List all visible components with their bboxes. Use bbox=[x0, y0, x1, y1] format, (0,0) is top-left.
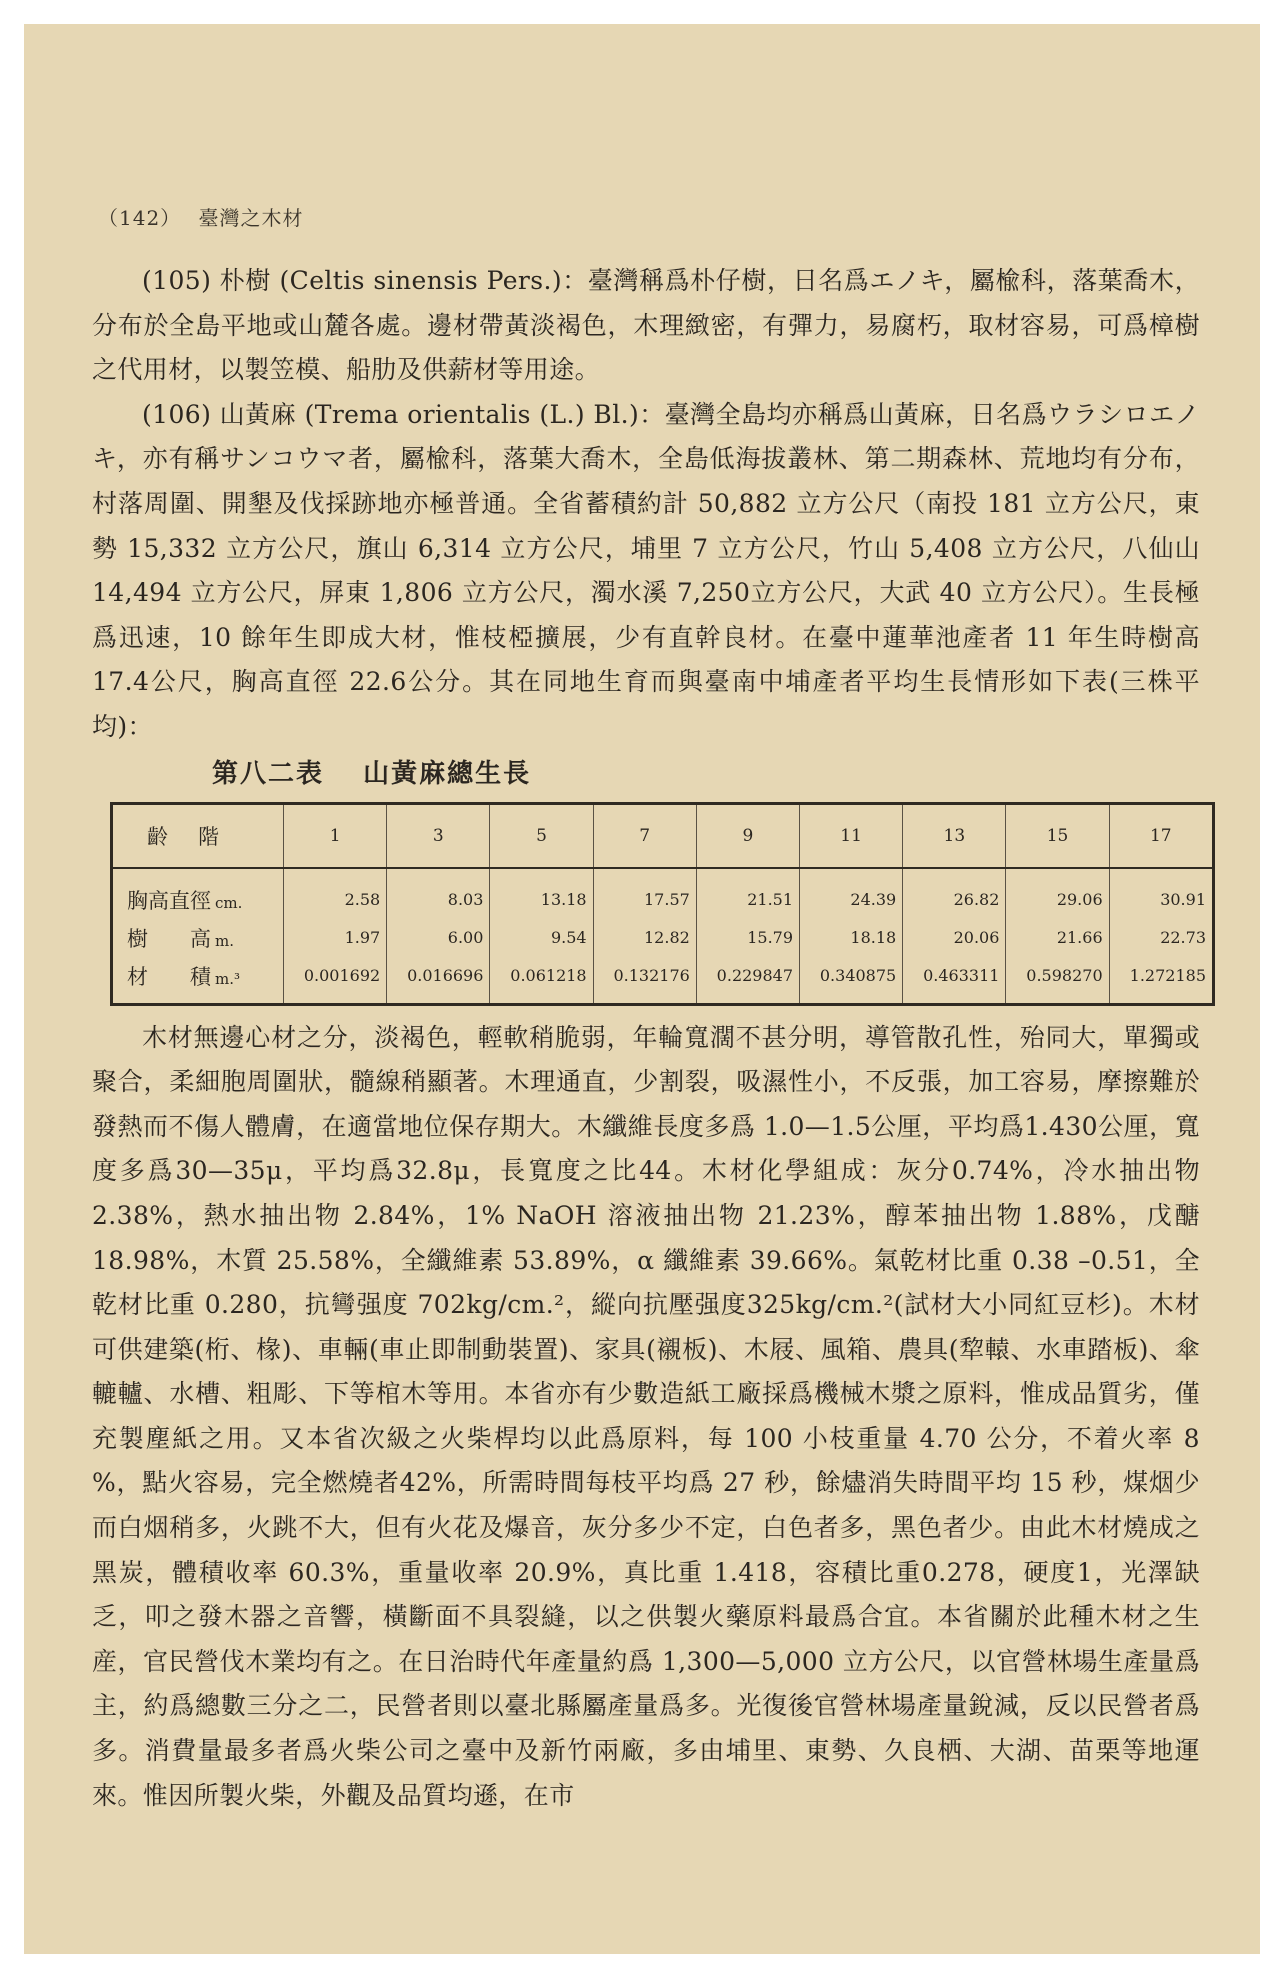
book-page bbox=[24, 24, 1260, 1954]
table-cell: 0.598270 bbox=[1006, 957, 1109, 1005]
table-cell: 15.79 bbox=[696, 919, 799, 957]
page-number: （142） bbox=[98, 206, 182, 230]
age-header: 7 bbox=[593, 803, 696, 868]
row-unit: cm. bbox=[215, 893, 243, 912]
age-header: 9 bbox=[696, 803, 799, 868]
row-label-text: 樹 高 bbox=[127, 926, 211, 951]
table-number: 第八二表 bbox=[212, 758, 325, 789]
table-cell: 18.18 bbox=[800, 919, 903, 957]
table-row bbox=[112, 957, 1214, 1005]
table-cell: 17.57 bbox=[593, 868, 696, 919]
table-header-row bbox=[112, 803, 1214, 868]
row-label bbox=[112, 868, 284, 919]
row-label bbox=[112, 957, 284, 1005]
table-cell: 1.272185 bbox=[1109, 957, 1213, 1005]
running-header bbox=[98, 202, 1200, 231]
age-header: 17 bbox=[1109, 803, 1213, 868]
table-row bbox=[112, 919, 1214, 957]
row-label-text: 胸高直徑 bbox=[127, 888, 211, 913]
growth-table bbox=[110, 802, 1215, 1006]
row-label-text: 材 積 bbox=[127, 964, 211, 989]
table-cell: 0.001692 bbox=[284, 957, 387, 1005]
row-unit: m. bbox=[215, 931, 234, 950]
paragraph-106: (106) 山黃麻 (Trema orientalis (L.) Bl.)：臺灣全島均亦稱爲山黃麻，日名爲ウラシロエノキ，亦有稱サンコウマ者，屬楡科，落葉大喬木，全島低海拔叢林、第二期森林、荒地均有分布，村落周圍、開墾及伐採跡地亦極普通。全省蓄積約計 50,882 立方公尺（南投 181 立方公尺，東勢 15,332 立方公尺，旗山 6,314 立方公尺，埔里 7 立方公尺，竹山 5,408 立方公尺，八仙山 14,494 立方公尺，屏東 1,806 立方公尺，濁水溪 7,250立方公尺，大武 40 立方公尺）。生長極爲迅速，10 餘年生即成大材，惟枝椏擴展，少有直幹良材。在臺中蓮華池產者 11 年生時樹高 17.4公尺，胸高直徑 22.6公分。其在同地生育而與臺南中埔產者平均生長情形如下表(三株平均)： bbox=[92, 399, 1200, 741]
paragraph-wood-properties: 木材無邊心材之分，淡褐色，輕軟稍脆弱，年輪寬濶不甚分明，導管散孔性，殆同大，單獨或聚合，柔細胞周圍狀，髓線稍顯著。木理通直，少割裂，吸濕性小，不反張，加工容易，摩擦難於發熱而不傷人體膚，在適當地位保存期大。木纖維長度多爲 1.0—1.5公厘，平均爲1.430公厘，寬度多爲30—35μ，平均爲32.8μ，長寬度之比44。木材化學組成：灰分0.74%，冷水抽出物 2.38%，熱水抽出物 2.84%，1% NaOH 溶液抽出物 21.23%，醇苯抽出物 1.88%，戊醣 18.98%，木質 25.58%，全纖維素 53.89%，α 纖維素 39.66%。氣乾材比重 0.38 –0.51，全乾材比重 0.280，抗彎强度 702kg/cm.²，縱向抗壓强度325kg/cm.²(試材大小同紅豆杉)。木材可供建築(桁、椽)、車輛(車止即制動裝置)、家具(襯板)、木屐、風箱、農具(犂轅、水車踏板)、傘轆轤、水槽、粗彫、下等棺木等用。本省亦有少數造紙工廠採爲機械木漿之原料，惟成品質劣，僅充製塵紙之用。又本省次級之火柴桿均以此爲原料，每 100 小枝重量 4.70 公分，不着火率 8 %，點火容易，完全燃燒者42%，所需時間每枝平均爲 27 秒，餘燼消失時間平均 15 秒，煤烟少而白烟稍多，火跳不大，但有火花及爆音，灰分多少不定，白色者多，黑色者少。由此木材燒成之黑炭，體積收率 60.3%，重量收率 20.9%，真比重 1.418，容積比重0.278，硬度1，光澤缺乏，叩之發木器之音響，橫斷面不具裂縫，以之供製火藥原料最爲合宜。本省關於此種木材之生産，官民營伐木業均有之。在日治時代年產量約爲 1,300—5,000 立方公尺，以官營林場生產量爲主，約爲總數三分之二，民營者則以臺北縣屬產量爲多。光復後官營林場產量銳減，反以民營者爲多。消費量最多者爲火柴公司之臺中及新竹兩廠，多由埔里、東勢、久良栖、大湖、苗栗等地運來。惟因所製火柴，外觀及品質均遜，在市 bbox=[92, 1022, 1200, 1810]
book-title: 臺灣之木材 bbox=[198, 206, 304, 230]
table-cell: 0.016696 bbox=[387, 957, 490, 1005]
table-cell: 13.18 bbox=[490, 868, 593, 919]
table-cell: 30.91 bbox=[1109, 868, 1213, 919]
table-cell: 0.229847 bbox=[696, 957, 799, 1005]
paragraph-105: (105) 朴樹 (Celtis sinensis Pers.)：臺灣稱爲朴仔樹，日名爲エノキ，屬楡科，落葉喬木，分布於全島平地或山麓各處。邊材帶黃淡褐色，木理緻密，有彈力，易腐朽，取材容易，可爲樟樹之代用材，以製笠模、船肋及供薪材等用途。 bbox=[92, 266, 1200, 385]
table-cell: 2.58 bbox=[284, 868, 387, 919]
table-cell: 12.82 bbox=[593, 919, 696, 957]
table-cell: 0.463311 bbox=[903, 957, 1006, 1005]
table-cell: 29.06 bbox=[1006, 868, 1109, 919]
age-header: 15 bbox=[1006, 803, 1109, 868]
table-cell: 26.82 bbox=[903, 868, 1006, 919]
table-cell: 22.73 bbox=[1109, 919, 1213, 957]
table-body bbox=[112, 868, 1214, 1005]
age-header: 13 bbox=[903, 803, 1006, 868]
table-cell: 6.00 bbox=[387, 919, 490, 957]
table-cell: 1.97 bbox=[284, 919, 387, 957]
table-name: 山黃麻總生長 bbox=[363, 758, 532, 789]
table-cell: 9.54 bbox=[490, 919, 593, 957]
age-header: 1 bbox=[284, 803, 387, 868]
table-cell: 0.132176 bbox=[593, 957, 696, 1005]
row-unit: m.³ bbox=[215, 969, 241, 988]
row-label bbox=[112, 919, 284, 957]
table-cell: 0.340875 bbox=[800, 957, 903, 1005]
table-cell: 21.51 bbox=[696, 868, 799, 919]
table-cell: 24.39 bbox=[800, 868, 903, 919]
age-header: 3 bbox=[387, 803, 490, 868]
table-cell: 0.061218 bbox=[490, 957, 593, 1005]
table-cell: 21.66 bbox=[1006, 919, 1109, 957]
table-title bbox=[212, 752, 1200, 796]
age-header: 5 bbox=[490, 803, 593, 868]
table-row bbox=[112, 868, 1214, 919]
age-header: 11 bbox=[800, 803, 903, 868]
table-cell: 8.03 bbox=[387, 868, 490, 919]
corner-label: 齡階 bbox=[112, 803, 284, 868]
table-cell: 20.06 bbox=[903, 919, 1006, 957]
